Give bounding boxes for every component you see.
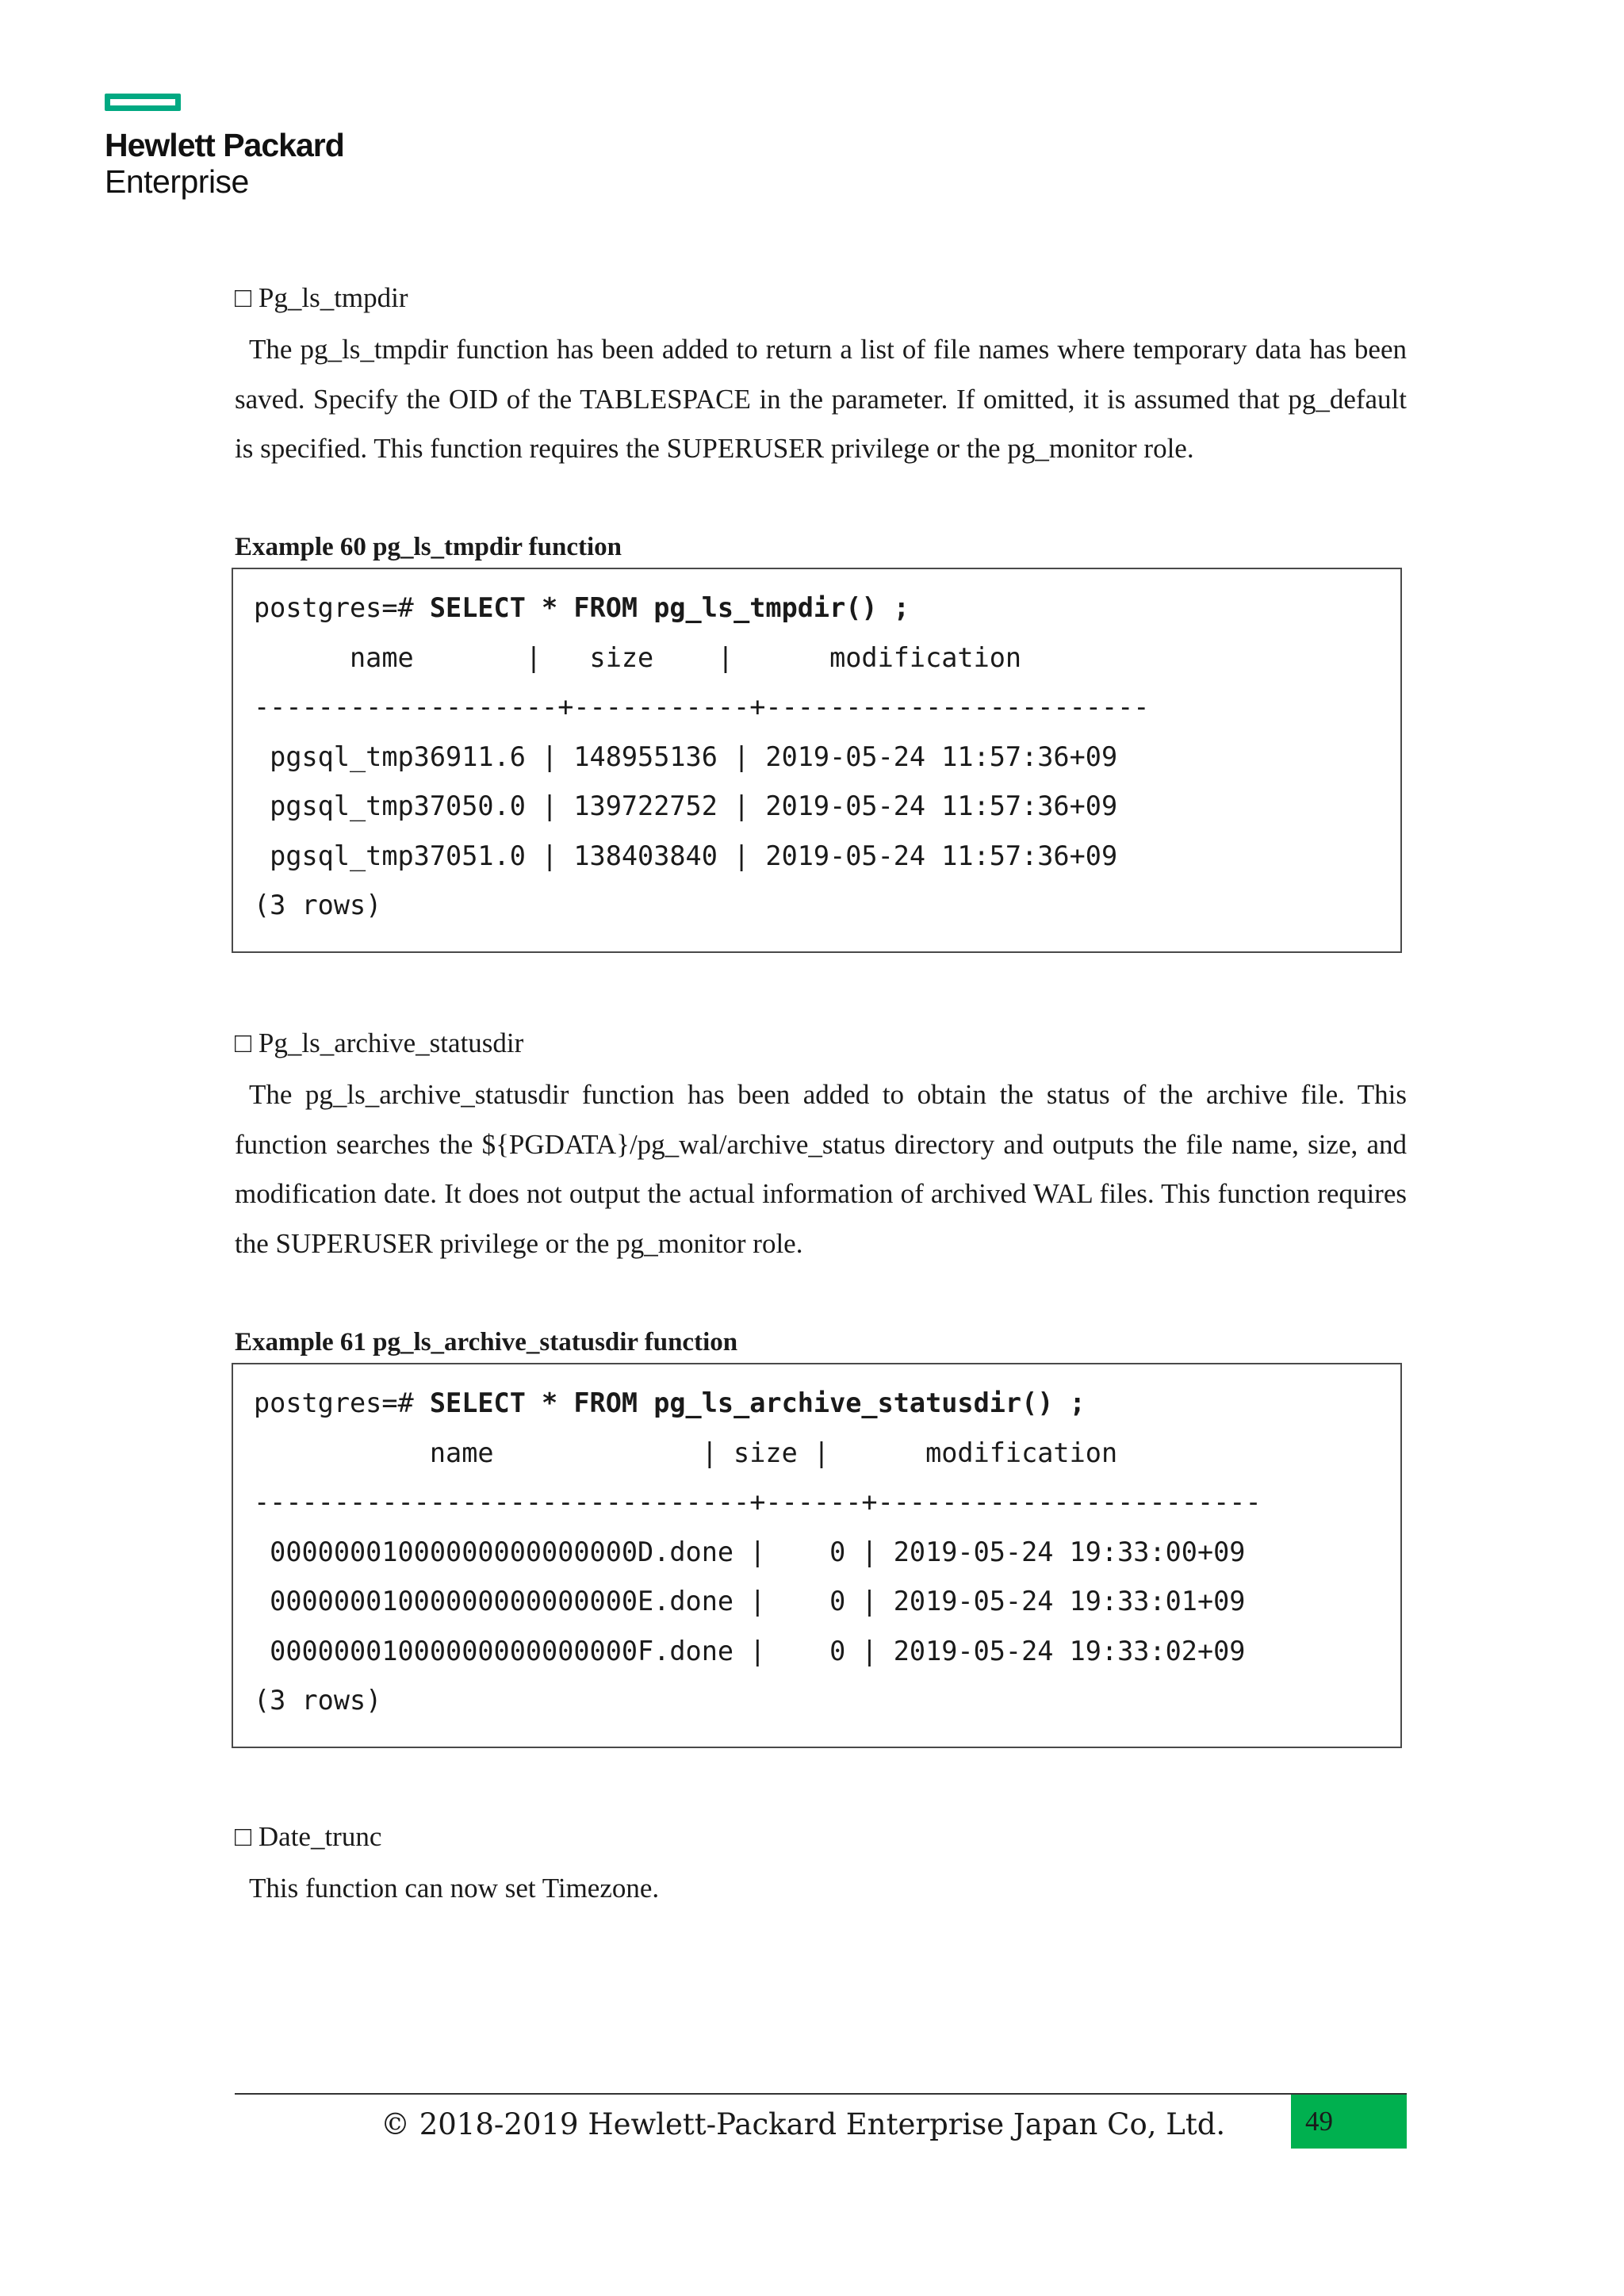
code-line: (3 rows) xyxy=(254,890,382,920)
code-line: name | size | modification xyxy=(254,1437,1118,1468)
example-label-61: Example 61 pg_ls_archive_statusdir function xyxy=(235,1328,738,1357)
code-command-line: postgres=# SELECT * FROM pg_ls_tmpdir() ; xyxy=(254,592,910,623)
section-heading-pg-ls-archive-statusdir: □ Pg_ls_archive_statusdir xyxy=(235,1027,524,1058)
section-heading-date-trunc: □ Date_trunc xyxy=(235,1821,382,1852)
hpe-logo-bar-icon xyxy=(105,94,181,111)
section-paragraph-pg-ls-tmpdir: The pg_ls_tmpdir function has been added to return a list of file names where temporary data has been saved. Specify the OID of the TABLESPACE in the parameter. If omitted, it is assumed that pg_default is specified. This function requires the SUPERUSER privilege or the pg_monitor role. xyxy=(235,334,1407,464)
code-command-line: postgres=# SELECT * FROM pg_ls_archive_statusdir() ; xyxy=(254,1387,1086,1418)
code-line: pgsql_tmp37050.0 | 139722752 | 2019-05-24 11:57:36+09 xyxy=(254,790,1118,821)
section-heading-pg-ls-tmpdir: □ Pg_ls_tmpdir xyxy=(235,282,408,313)
code-line: name | size | modification xyxy=(254,641,1022,673)
example-label-60: Example 60 pg_ls_tmpdir function xyxy=(235,533,622,561)
footer-rule xyxy=(235,2093,1407,2095)
code-line: pgsql_tmp37051.0 | 138403840 | 2019-05-24 11:57:36+09 xyxy=(254,840,1118,871)
code-line: 00000001000000000000000F.done | 0 | 2019-05-24 19:33:02+09 xyxy=(254,1635,1246,1667)
code-line: 00000001000000000000000D.done | 0 | 2019-05-24 19:33:00+09 xyxy=(254,1536,1246,1567)
code-line: -------------------+-----------+------------------------ xyxy=(254,691,1150,722)
code-block-example-61 xyxy=(232,1363,1402,1748)
hpe-logo-line2: Enterprise xyxy=(105,163,249,200)
hpe-logo-line1: Hewlett Packard xyxy=(105,127,344,163)
code-line: 00000001000000000000000E.done | 0 | 2019-05-24 19:33:01+09 xyxy=(254,1586,1246,1617)
hpe-logo xyxy=(105,94,344,200)
section-paragraph-pg-ls-archive-statusdir: The pg_ls_archive_statusdir function has been added to obtain the status of the archive file. This function searches the ${PGDATA}/pg_wal/archive_status directory and outputs the file name, size, and modification date. It does not output the actual information of archived WAL files. This function requires the SUPERUSER privilege or the pg_monitor role. xyxy=(235,1079,1407,1259)
page-number-badge: 49 xyxy=(1291,2095,1407,2149)
code-line: (3 rows) xyxy=(254,1685,382,1716)
footer-copyright: © 2018-2019 Hewlett-Packard Enterprise Japan Co, Ltd. xyxy=(381,2107,1226,2141)
section-paragraph-date-trunc: This function can now set Timezone. xyxy=(249,1873,660,1904)
code-line: -------------------------------+------+------------------------ xyxy=(254,1487,1262,1517)
code-line: pgsql_tmp36911.6 | 148955136 | 2019-05-24 11:57:36+09 xyxy=(254,740,1118,772)
code-block-example-60 xyxy=(232,568,1402,953)
